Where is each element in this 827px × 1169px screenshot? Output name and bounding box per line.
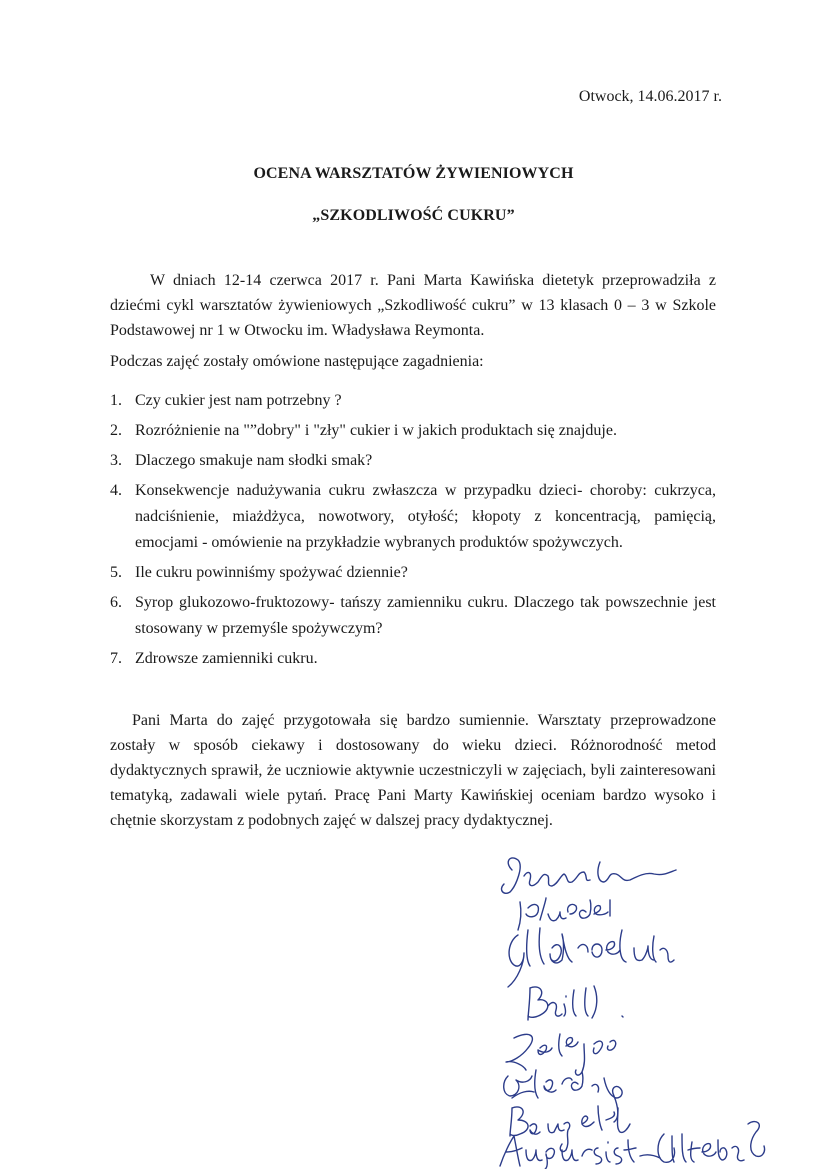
list-item-text: Zdrowsze zamienniki cukru.	[135, 650, 318, 667]
list-item	[110, 418, 716, 444]
list-item-text: Ile cukru powinniśmy spożywać dziennie?	[135, 564, 408, 581]
list-item-text: Konsekwencje nadużywania cukru zwłaszcza w przypadku dzieci- choroby: cukrzyca, nadciśnienie, miażdżyca, nowotwory, otyłość; kłopoty z koncentracją, pamięcią, emocjami - omówienie na przykładzie wybranych produktów spożywczych.	[135, 482, 716, 551]
list-item-number: 3.	[110, 452, 122, 469]
signature-6	[504, 1070, 622, 1122]
list-item	[110, 448, 716, 474]
signature-4	[528, 986, 623, 1020]
list-item-text: Rozróżnienie na "”dobry" i "zły" cukier i w jakich produktach się znajduje.	[135, 422, 617, 439]
signature-9	[658, 1122, 765, 1163]
list-item-text: Syrop glukozowo-fruktozowy- tańszy zamienniku cukru. Dlaczego tak powszechnie jest stosowany w przemyśle spożywczym?	[135, 594, 716, 637]
document-date: Otwock, 14.06.2017 r.	[578, 88, 722, 105]
closing-paragraph: Pani Marta do zajęć przygotowała się bardzo sumiennie. Warsztaty przeprowadzone zostały w sposób ciekawy i dostosowany do wieku dzieci. Różnorodność metod dydaktycznych sprawił, że uczniowie aktywnie uczestniczyli w zajęciach, byli zainteresowani tematyką, zadawali wiele pytań. Pracę Pani Marty Kawińskiej oceniam bardzo wysoko i chętnie skorzystam z podobnych zajęć w dalszej pracy dydaktycznej.	[110, 712, 716, 829]
list-item-text: Dlaczego smakuje nam słodki smak?	[135, 452, 373, 469]
list-item	[110, 590, 716, 642]
list-item-number: 5.	[110, 564, 122, 581]
list-item	[110, 478, 716, 556]
list-item-number: 2.	[110, 422, 122, 439]
list-item-number: 4.	[110, 482, 122, 499]
list-intro: Podczas zajęć zostały omówione następujące zagadnienia:	[110, 353, 484, 370]
signature-1	[502, 858, 676, 893]
intro-paragraph: W dniach 12-14 czerwca 2017 r. Pani Marta Kawińska dietetyk przeprowadziła z dziećmi cykl warsztatów żywieniowych „Szkodliwość cukru” w 13 klasach 0 – 3 w Szkole Podstawowej nr 1 w Otwocku im. Władysława Reymonta.	[110, 272, 716, 339]
list-item	[110, 646, 716, 672]
list-item-text: Czy cukier jest nam potrzebny ?	[135, 392, 342, 409]
list-item	[110, 388, 716, 414]
list-item-number: 1.	[110, 392, 122, 409]
signature-2	[518, 898, 610, 930]
signature-7	[510, 1106, 630, 1152]
list-item	[110, 560, 716, 586]
signature-5	[506, 1034, 616, 1075]
topics-list	[110, 388, 716, 676]
list-item-number: 6.	[110, 594, 122, 611]
document-subtitle: „SZKODLIWOŚĆ CUKRU”	[312, 207, 515, 224]
document-title: OCENA WARSZTATÓW ŻYWIENIOWYCH	[253, 165, 574, 182]
list-item-number: 7.	[110, 650, 122, 667]
signature-3	[508, 928, 674, 987]
signature-8	[500, 1136, 660, 1169]
